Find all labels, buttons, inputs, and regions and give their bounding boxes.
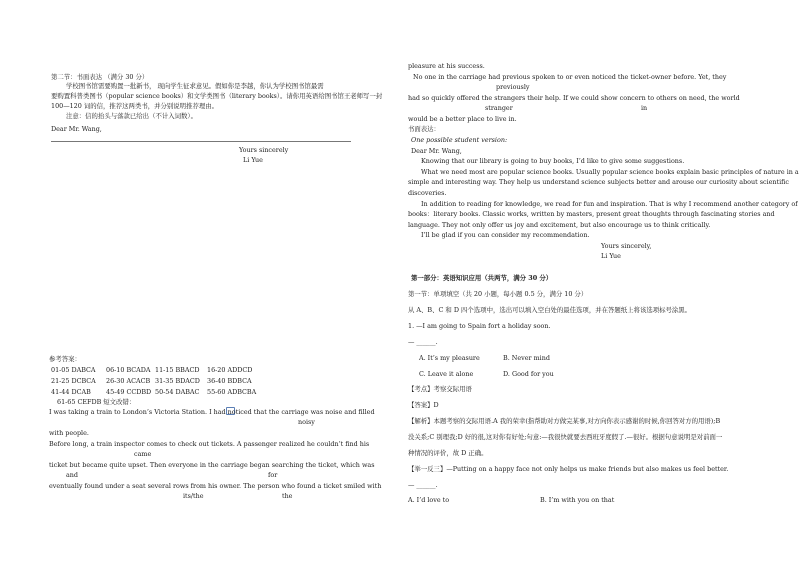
sample-paragraph-line: language. They not only offer us joy and excitement, but also encourage us to think critically. xyxy=(408,221,711,229)
part1-heading: 第一部分：英语知识应用（共两节，满分 30 分） xyxy=(411,274,553,282)
correction-word: came xyxy=(134,450,152,458)
sample-closing: Yours sincerely, xyxy=(601,242,652,250)
answer-cell: 36-40 BDBCA xyxy=(207,377,252,385)
kaodian-label: 【考点】考察交际用语 xyxy=(408,385,472,393)
correction-word: in xyxy=(641,104,648,112)
answer-cell: 26-30 ACACB xyxy=(106,377,151,385)
option-d: D. Good for you xyxy=(503,370,554,378)
extension-option-a: A. I’d love to xyxy=(408,496,450,504)
extension-blank: — ______. xyxy=(408,481,438,489)
option-a: A. It’s my pleasure xyxy=(419,354,480,362)
sample-salutation: Dear Mr. Wang, xyxy=(411,147,462,155)
answers-heading: 参考答案： xyxy=(49,355,81,363)
answer-cell: 16-20 ADDCD xyxy=(207,366,253,374)
answer-cell: 11-15 BBACD xyxy=(155,366,200,374)
continuation-line: No one in the carriage had previous spoken to or even noticed the ticket-owner before. Yet, they xyxy=(413,73,727,81)
option-c: C. Leave it alone xyxy=(419,370,474,378)
sample-paragraph-line: I’ll be glad if you can consider my recommendation. xyxy=(421,231,590,239)
sample-paragraph-line: What we need most are popular science books. Usually popular science books explain basic principles of nature in a xyxy=(421,168,799,176)
answer-cell: 31-35 BDACD xyxy=(155,377,200,385)
correction-line: I was taking a train to London’s Victoria Station. I had noticed that the carriage was noise and filled xyxy=(49,408,375,416)
question-blank: — ______. xyxy=(408,338,438,346)
writing-prompt-line: 要购置科普类图书（popular science books）和文学类图书（literary books）。请你用英语给图书馆王老师写一封 xyxy=(51,92,383,100)
correction-line: Before long, a train inspector comes to check out tickets. A passenger realized he couldn’t find his xyxy=(49,440,370,448)
correction-word: and xyxy=(66,471,79,479)
answer-cell: 55-60 ADBCBA xyxy=(207,388,257,396)
answer-cell: 45-49 CCDBD xyxy=(106,388,152,396)
sample-paragraph-line: discoveries. xyxy=(408,189,447,197)
sample-paragraph-line: simple and interesting way. They help us understand science subjects better and arouse our curiosity about scientific xyxy=(408,178,789,186)
answer-cell: 50-54 DABAC xyxy=(155,388,200,396)
writing-line xyxy=(51,141,351,142)
sample-label: One possible student version: xyxy=(411,136,508,144)
correction-word: previously xyxy=(496,83,530,91)
sample-paragraph-line: Knowing that our library is going to buy books, I’d like to give some suggestions. xyxy=(421,157,685,165)
writing-prompt-line: 注意：信的抬头与落款已给出（不计入词数）。 xyxy=(66,112,198,120)
extension-option-b: B. I’m with you on that xyxy=(540,496,615,504)
analysis-line: 没关系;C 别理我;D 好的很,这对你有好处;句意:—我很快就要去西班牙度假了.—很好。根据句意说明是对前面一 xyxy=(408,433,723,441)
question-stem: 1. —I am going to Spain fort a holiday soon. xyxy=(408,322,551,330)
section1-instruction: 从 A、B、C 和 D 四个选项中，选出可以填入空白处的最佳选项，并在答题纸上将该选项标号涂黑。 xyxy=(408,306,692,314)
correction-word: noisy xyxy=(298,418,315,426)
sample-heading: 书面表达： xyxy=(408,125,440,133)
analysis-line: 【解析】本题考察的交际用语.A 我的荣幸(指帮助对方做完某事,对方向你表示感谢的时候,你回答对方的用语);B xyxy=(408,417,721,425)
correction-word: for xyxy=(268,471,278,479)
answer-label: 【答案】D xyxy=(408,401,439,409)
analysis-line: 种情况的评价，故 D 正确。 xyxy=(408,449,488,457)
answer-cell: 21-25 DCBCA xyxy=(51,377,96,385)
answer-cell: 41-44 DCAB xyxy=(51,388,91,396)
sample-paragraph-line: In addition to reading for knowledge, we read for fun and inspiration. That is why I recommend another category of xyxy=(421,200,798,208)
letter-signature: Li Yue xyxy=(243,156,263,164)
correction-word: the xyxy=(282,492,293,500)
letter-salutation: Dear Mr. Wang, xyxy=(51,125,102,133)
correction-word: its/the xyxy=(183,492,204,500)
answer-cell: 01-05 DABCA xyxy=(51,366,96,374)
letter-closing: Yours sincerely xyxy=(239,146,289,154)
extension-stem: 【举一反三】—Putting on a happy face not only helps us make friends but also makes us feel better. xyxy=(408,465,729,473)
sample-paragraph-line: books：literary books. Classic works, written by masters, present great thoughts through fascinating stories and xyxy=(408,210,775,218)
correction-line: eventually found under a seat several rows from his owner. The person who found a ticket smiled with xyxy=(49,482,382,490)
sample-signature: Li Yue xyxy=(601,252,621,260)
writing-prompt-line: 100—120 词的信，推荐这两类书，并分别说明推荐理由。 xyxy=(51,102,219,110)
writing-prompt-line: 学校图书馆需要购置一批新书， 现向学生征求意见。假如你是李越，你认为学校图书馆最需 xyxy=(66,82,324,90)
section1-heading: 第一节：单项填空（共 20 小题，每小题 0.5 分，满分 10 分） xyxy=(408,290,588,298)
answer-cell: 06-10 BCADA xyxy=(106,366,151,374)
correction-line: ticket but became quite upset. Then everyone in the carriage began searching the ticket, which was xyxy=(49,461,375,469)
correction-line: with people. xyxy=(49,429,89,437)
cloze-heading: 61-65 CEFDB 短文改错： xyxy=(57,398,136,406)
continuation-line: pleasure at his success. xyxy=(408,62,485,70)
option-b: B. Never mind xyxy=(503,354,550,362)
continuation-line: had so quickly offered the strangers their help. If we could show concern to others on need, the world xyxy=(408,94,740,102)
writing-heading: 第二节：书面表达 （满分 30 分） xyxy=(51,73,149,81)
continuation-line: would be a better place to live in. xyxy=(408,115,517,123)
correction-word: stranger xyxy=(485,104,513,112)
